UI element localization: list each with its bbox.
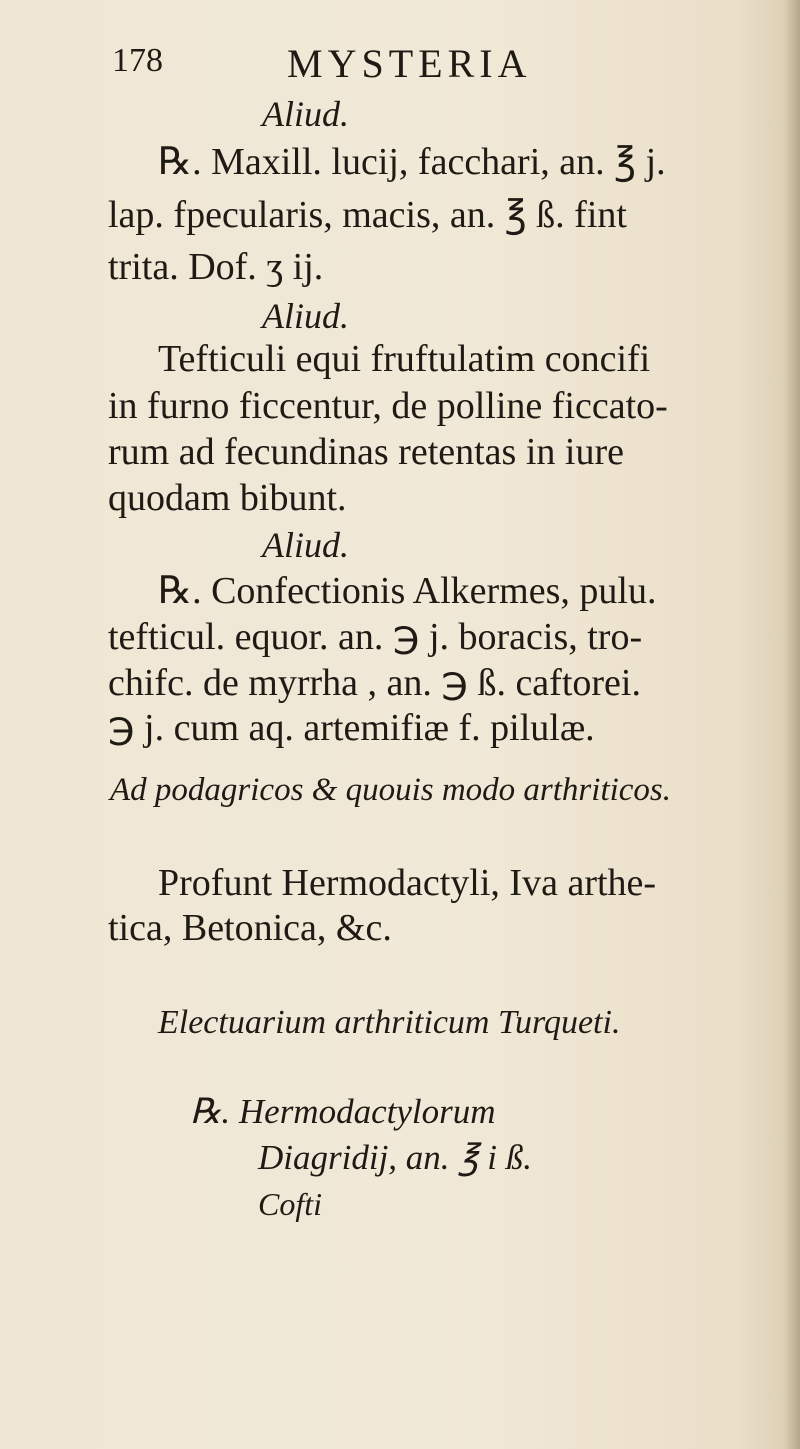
text-line: ℞. Maxill. lucij, facchari, an. ℥ j. — [158, 141, 666, 183]
text-line: ℈ j. cum aq. artemifiæ f. pilulæ. — [108, 707, 595, 749]
running-title: MYSTERIA — [287, 41, 532, 86]
page-header — [112, 42, 632, 86]
text-line: tefticul. equor. an. ℈ j. boracis, tro- — [108, 616, 643, 658]
text-line: Tefticuli equi fruftulatim concifi — [158, 338, 651, 380]
page-number: 178 — [112, 42, 163, 79]
text-line: quodam bibunt. — [108, 477, 347, 519]
recipe-line: Diagridij, an. ℥ i ß. — [258, 1138, 532, 1177]
text-line: Profunt Hermodactyli, Iva arthe- — [158, 862, 657, 904]
text-line: lap. fpecularis, macis, an. ℥ ß. fint — [108, 194, 627, 236]
text-line: ℞. Confectionis Alkermes, pulu. — [158, 570, 657, 612]
section-heading: Electuarium arthriticum Turqueti. — [158, 1004, 621, 1041]
text-line: tica, Betonica, &c. — [108, 907, 392, 949]
section-heading: Aliud. — [262, 296, 349, 336]
text-line: rum ad fecundinas retentas in iure — [108, 431, 624, 473]
section-heading: Aliud. — [262, 94, 349, 134]
recipe-line: ℞. Hermodactylorum — [190, 1092, 496, 1131]
text-line: in furno ficcentur, de polline ficcato- — [108, 385, 668, 427]
catchword: Cofti — [258, 1186, 323, 1222]
section-heading: Ad podagricos & quouis modo arthriticos. — [110, 772, 672, 808]
text-line: trita. Dof. ʒ ij. — [108, 246, 324, 288]
text-line: chifc. de myrrha , an. ℈ ß. caftorei. — [108, 662, 641, 704]
section-heading: Aliud. — [262, 525, 349, 565]
page-edge-shadow — [784, 0, 800, 1449]
